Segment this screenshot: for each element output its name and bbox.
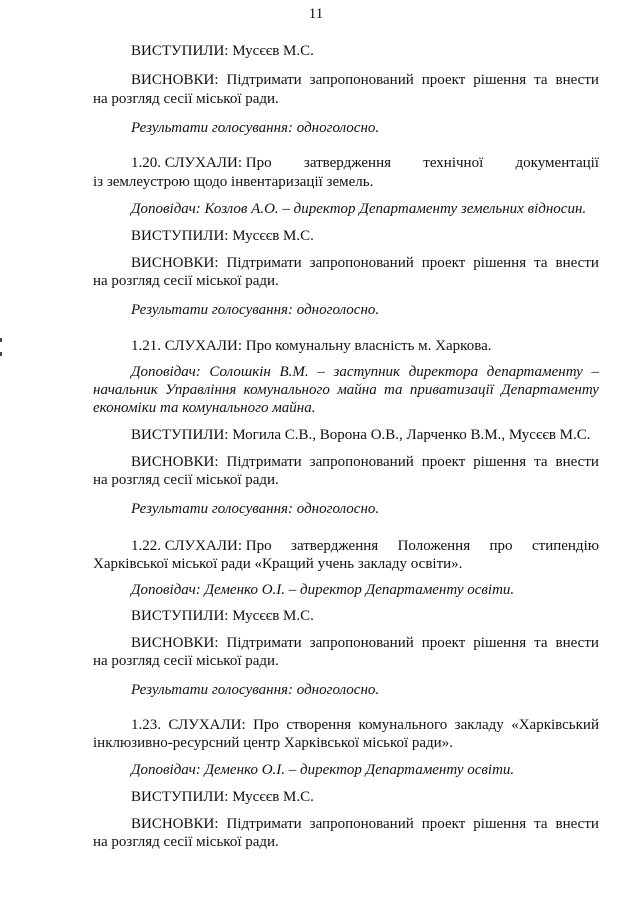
word: та xyxy=(534,72,548,88)
word: внести xyxy=(555,454,599,470)
word: «Харківський xyxy=(511,717,599,733)
word: внести xyxy=(555,635,599,651)
vote-result: Результати голосування: одноголосно. xyxy=(131,302,380,318)
word: затвердження xyxy=(291,538,379,554)
word: створення xyxy=(286,717,352,733)
heard-line xyxy=(93,154,599,172)
word: заступник xyxy=(333,364,401,380)
vote-result: Результати голосування: одноголосно. xyxy=(131,501,380,517)
word: комунального xyxy=(243,382,330,398)
word: проект xyxy=(421,635,466,651)
heard-line xyxy=(93,716,599,734)
word: запропонований xyxy=(309,454,414,470)
speakers-line: ВИСТУПИЛИ: Мусєєв М.С. xyxy=(131,228,314,244)
vote-result: Результати голосування: одноголосно. xyxy=(131,120,380,136)
word: 1.23. xyxy=(131,717,161,733)
page-number: 11 xyxy=(308,6,324,22)
word: стипендію xyxy=(531,538,599,554)
word: Управління xyxy=(165,382,237,398)
word: рішення xyxy=(473,72,527,88)
word: та xyxy=(534,816,548,832)
word: Підтримати xyxy=(226,72,302,88)
conclusion-line-continued: на розгляд сесії міської ради. xyxy=(93,91,279,107)
word: В.М. xyxy=(279,364,309,380)
word: внести xyxy=(555,72,599,88)
word: про xyxy=(489,538,513,554)
heard-line-continued: із землеустрою щодо інвентаризації земель. xyxy=(93,174,374,190)
word: Підтримати xyxy=(226,255,302,271)
speakers-line: ВИСТУПИЛИ: Мусєєв М.С. xyxy=(131,789,314,805)
word: рішення xyxy=(473,454,527,470)
conclusion-line xyxy=(93,634,599,652)
heard-line-continued: інклюзивно-ресурсний центр Харківської міської ради». xyxy=(93,735,453,751)
word: департаменту xyxy=(486,364,583,380)
word: Солошкін xyxy=(209,364,271,380)
word: ВИСНОВКИ: xyxy=(131,635,219,651)
word: Підтримати xyxy=(226,635,302,651)
word: документації xyxy=(515,155,599,171)
word: проект xyxy=(421,72,466,88)
reporter-line-continued xyxy=(93,381,599,399)
word: – xyxy=(591,364,599,380)
word: Підтримати xyxy=(226,454,302,470)
word: та xyxy=(534,255,548,271)
word: рішення xyxy=(473,635,527,651)
word: внести xyxy=(555,816,599,832)
conclusion-line-continued: на розгляд сесії міської ради. xyxy=(93,834,279,850)
word: 1.20. СЛУХАЛИ: Про xyxy=(131,155,272,171)
speakers-line: ВИСТУПИЛИ: Мусєєв М.С. xyxy=(131,608,314,624)
word: Положення xyxy=(397,538,471,554)
word: рішення xyxy=(473,255,527,271)
word: ВИСНОВКИ: xyxy=(131,816,219,832)
word: запропонований xyxy=(309,255,414,271)
heard-line xyxy=(93,537,599,555)
scan-mark xyxy=(0,352,2,356)
word: начальник xyxy=(93,382,158,398)
word: ВИСНОВКИ: xyxy=(131,454,219,470)
word: затвердження xyxy=(303,155,392,171)
word: Підтримати xyxy=(226,816,302,832)
word: – xyxy=(317,364,325,380)
word: ВИСНОВКИ: xyxy=(131,255,219,271)
speakers-line: ВИСТУПИЛИ: Мусєєв М.С. xyxy=(131,43,314,59)
word: майна xyxy=(337,382,377,398)
conclusion-line xyxy=(93,453,599,471)
word: технічної xyxy=(423,155,484,171)
reporter-line: Доповідач: Деменко О.І. – директор Департаменту освіти. xyxy=(131,582,515,598)
word: та xyxy=(534,635,548,651)
word: запропонований xyxy=(309,72,414,88)
word: директора xyxy=(408,364,479,380)
word: проект xyxy=(421,454,466,470)
word: ВИСНОВКИ: xyxy=(131,72,219,88)
word: запропонований xyxy=(309,816,414,832)
heard-line: 1.21. СЛУХАЛИ: Про комунальну власність м. Харкова. xyxy=(131,338,492,354)
word: Департаменту xyxy=(501,382,599,398)
word: та xyxy=(534,454,548,470)
word: 1.22. СЛУХАЛИ: Про xyxy=(131,538,272,554)
vote-result: Результати голосування: одноголосно. xyxy=(131,682,380,698)
conclusion-line-continued: на розгляд сесії міської ради. xyxy=(93,472,279,488)
reporter-line xyxy=(93,363,599,381)
word: внести xyxy=(555,255,599,271)
reporter-line: Доповідач: Деменко О.І. – директор Департаменту освіти. xyxy=(131,762,515,778)
word: Про xyxy=(253,717,279,733)
scan-mark xyxy=(0,338,2,342)
word: та xyxy=(384,382,403,398)
speakers-line: ВИСТУПИЛИ: Могила С.В., Ворона О.В., Ларченко В.М., Мусєєв М.С. xyxy=(131,427,591,443)
conclusion-line xyxy=(93,71,599,89)
heard-line-continued: Харківської міської ради «Кращий учень закладу освіти». xyxy=(93,556,463,572)
reporter-line: Доповідач: Козлов А.О. – директор Департаменту земельних відносин. xyxy=(131,201,587,217)
word: СЛУХАЛИ: xyxy=(168,717,246,733)
reporter-line-end: економіки та комунального майна. xyxy=(93,400,316,416)
word: закладу xyxy=(454,717,504,733)
word: Доповідач: xyxy=(131,364,201,380)
word: комунального xyxy=(358,717,448,733)
word: проект xyxy=(421,255,466,271)
word: проект xyxy=(421,816,466,832)
word: запропонований xyxy=(309,635,414,651)
word: рішення xyxy=(473,816,527,832)
conclusion-line-continued: на розгляд сесії міської ради. xyxy=(93,653,279,669)
conclusion-line-continued: на розгляд сесії міської ради. xyxy=(93,273,279,289)
conclusion-line xyxy=(93,815,599,833)
conclusion-line xyxy=(93,254,599,272)
word: приватизації xyxy=(409,382,494,398)
